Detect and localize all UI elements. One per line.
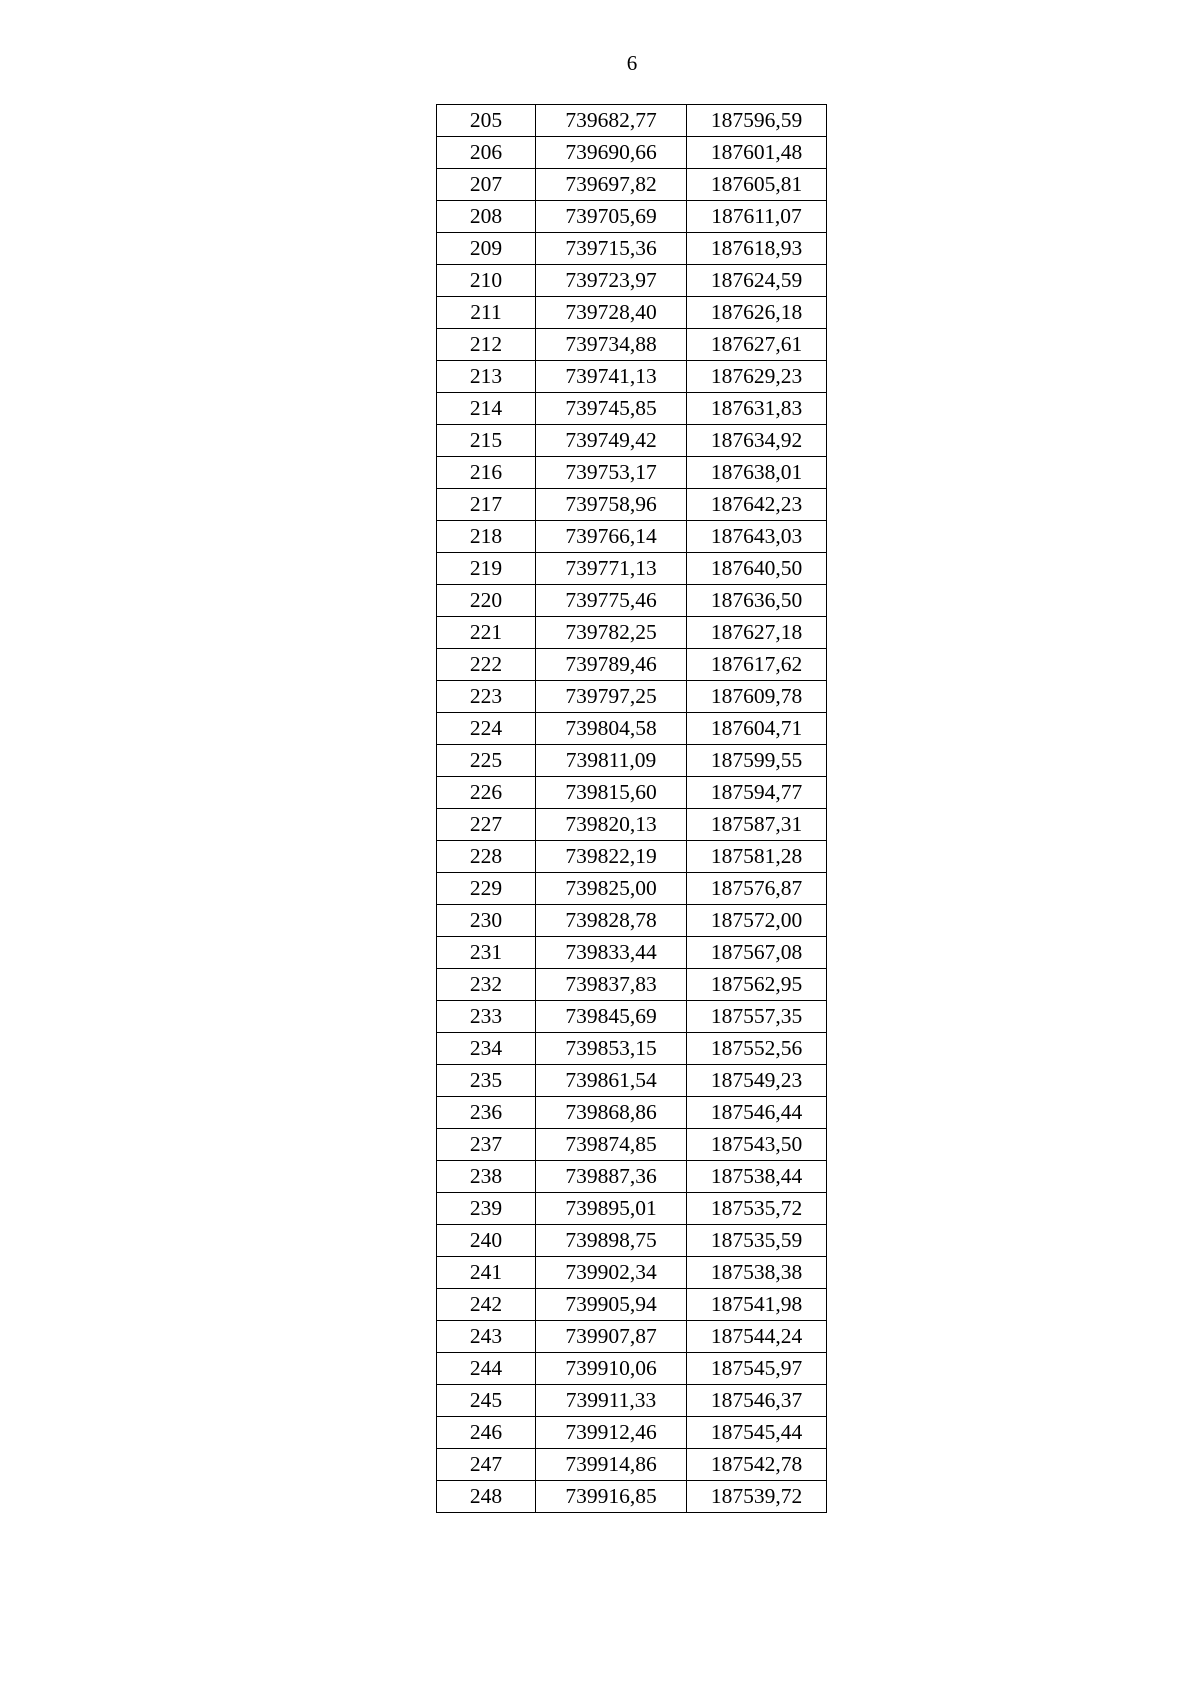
y-coordinate-cell: 187544,24 — [687, 1321, 827, 1353]
point-number-cell: 248 — [437, 1481, 536, 1513]
table-row — [437, 713, 827, 745]
table-row — [437, 1129, 827, 1161]
y-coordinate-cell: 187567,08 — [687, 937, 827, 969]
point-number-cell: 220 — [437, 585, 536, 617]
point-number-cell: 242 — [437, 1289, 536, 1321]
point-number-cell: 226 — [437, 777, 536, 809]
x-coordinate-cell: 739916,85 — [536, 1481, 687, 1513]
x-coordinate-cell: 739907,87 — [536, 1321, 687, 1353]
y-coordinate-cell: 187539,72 — [687, 1481, 827, 1513]
table-row — [437, 329, 827, 361]
x-coordinate-cell: 739911,33 — [536, 1385, 687, 1417]
table-row — [437, 969, 827, 1001]
point-number-cell: 244 — [437, 1353, 536, 1385]
table-row — [437, 105, 827, 137]
x-coordinate-cell: 739874,85 — [536, 1129, 687, 1161]
table-row — [437, 905, 827, 937]
point-number-cell: 215 — [437, 425, 536, 457]
x-coordinate-cell: 739895,01 — [536, 1193, 687, 1225]
point-number-cell: 216 — [437, 457, 536, 489]
y-coordinate-cell: 187642,23 — [687, 489, 827, 521]
table-row — [437, 777, 827, 809]
point-number-cell: 224 — [437, 713, 536, 745]
point-number-cell: 229 — [437, 873, 536, 905]
y-coordinate-cell: 187618,93 — [687, 233, 827, 265]
y-coordinate-cell: 187626,18 — [687, 297, 827, 329]
table-row — [437, 1033, 827, 1065]
point-number-cell: 210 — [437, 265, 536, 297]
y-coordinate-cell: 187604,71 — [687, 713, 827, 745]
point-number-cell: 233 — [437, 1001, 536, 1033]
y-coordinate-cell: 187636,50 — [687, 585, 827, 617]
point-number-cell: 209 — [437, 233, 536, 265]
y-coordinate-cell: 187627,18 — [687, 617, 827, 649]
table-row — [437, 841, 827, 873]
table-row — [437, 1481, 827, 1513]
x-coordinate-cell: 739833,44 — [536, 937, 687, 969]
y-coordinate-cell: 187627,61 — [687, 329, 827, 361]
coordinates-table-body — [437, 105, 827, 1513]
y-coordinate-cell: 187634,92 — [687, 425, 827, 457]
table-row — [437, 1097, 827, 1129]
y-coordinate-cell: 187549,23 — [687, 1065, 827, 1097]
y-coordinate-cell: 187617,62 — [687, 649, 827, 681]
x-coordinate-cell: 739723,97 — [536, 265, 687, 297]
point-number-cell: 243 — [437, 1321, 536, 1353]
x-coordinate-cell: 739828,78 — [536, 905, 687, 937]
table-row — [437, 489, 827, 521]
x-coordinate-cell: 739837,83 — [536, 969, 687, 1001]
point-number-cell: 238 — [437, 1161, 536, 1193]
point-number-cell: 241 — [437, 1257, 536, 1289]
table-row — [437, 233, 827, 265]
y-coordinate-cell: 187638,01 — [687, 457, 827, 489]
table-row — [437, 1289, 827, 1321]
y-coordinate-cell: 187545,44 — [687, 1417, 827, 1449]
y-coordinate-cell: 187535,72 — [687, 1193, 827, 1225]
table-row — [437, 585, 827, 617]
point-number-cell: 236 — [437, 1097, 536, 1129]
point-number-cell: 225 — [437, 745, 536, 777]
x-coordinate-cell: 739811,09 — [536, 745, 687, 777]
y-coordinate-cell: 187629,23 — [687, 361, 827, 393]
point-number-cell: 231 — [437, 937, 536, 969]
point-number-cell: 218 — [437, 521, 536, 553]
table-row — [437, 649, 827, 681]
y-coordinate-cell: 187542,78 — [687, 1449, 827, 1481]
x-coordinate-cell: 739749,42 — [536, 425, 687, 457]
point-number-cell: 206 — [437, 137, 536, 169]
x-coordinate-cell: 739861,54 — [536, 1065, 687, 1097]
point-number-cell: 246 — [437, 1417, 536, 1449]
x-coordinate-cell: 739905,94 — [536, 1289, 687, 1321]
x-coordinate-cell: 739771,13 — [536, 553, 687, 585]
y-coordinate-cell: 187599,55 — [687, 745, 827, 777]
table-row — [437, 873, 827, 905]
y-coordinate-cell: 187581,28 — [687, 841, 827, 873]
point-number-cell: 211 — [437, 297, 536, 329]
page-number: 6 — [626, 51, 638, 75]
x-coordinate-cell: 739682,77 — [536, 105, 687, 137]
point-number-cell: 235 — [437, 1065, 536, 1097]
y-coordinate-cell: 187643,03 — [687, 521, 827, 553]
point-number-cell: 227 — [437, 809, 536, 841]
point-number-cell: 230 — [437, 905, 536, 937]
table-row — [437, 1065, 827, 1097]
x-coordinate-cell: 739734,88 — [536, 329, 687, 361]
x-coordinate-cell: 739705,69 — [536, 201, 687, 233]
table-row — [437, 1385, 827, 1417]
x-coordinate-cell: 739914,86 — [536, 1449, 687, 1481]
y-coordinate-cell: 187624,59 — [687, 265, 827, 297]
table-row — [437, 201, 827, 233]
x-coordinate-cell: 739728,40 — [536, 297, 687, 329]
x-coordinate-cell: 739797,25 — [536, 681, 687, 713]
y-coordinate-cell: 187557,35 — [687, 1001, 827, 1033]
x-coordinate-cell: 739822,19 — [536, 841, 687, 873]
x-coordinate-cell: 739775,46 — [536, 585, 687, 617]
y-coordinate-cell: 187587,31 — [687, 809, 827, 841]
x-coordinate-cell: 739715,36 — [536, 233, 687, 265]
x-coordinate-cell: 739912,46 — [536, 1417, 687, 1449]
x-coordinate-cell: 739741,13 — [536, 361, 687, 393]
table-row — [437, 457, 827, 489]
point-number-cell: 232 — [437, 969, 536, 1001]
table-row — [437, 361, 827, 393]
x-coordinate-cell: 739697,82 — [536, 169, 687, 201]
x-coordinate-cell: 739902,34 — [536, 1257, 687, 1289]
y-coordinate-cell: 187596,59 — [687, 105, 827, 137]
y-coordinate-cell: 187543,50 — [687, 1129, 827, 1161]
y-coordinate-cell: 187535,59 — [687, 1225, 827, 1257]
x-coordinate-cell: 739782,25 — [536, 617, 687, 649]
table-row — [437, 1353, 827, 1385]
y-coordinate-cell: 187538,44 — [687, 1161, 827, 1193]
x-coordinate-cell: 739887,36 — [536, 1161, 687, 1193]
point-number-cell: 240 — [437, 1225, 536, 1257]
x-coordinate-cell: 739898,75 — [536, 1225, 687, 1257]
point-number-cell: 217 — [437, 489, 536, 521]
table-row — [437, 169, 827, 201]
point-number-cell: 228 — [437, 841, 536, 873]
table-row — [437, 393, 827, 425]
table-row — [437, 1161, 827, 1193]
x-coordinate-cell: 739853,15 — [536, 1033, 687, 1065]
table-row — [437, 1417, 827, 1449]
table-row — [437, 425, 827, 457]
x-coordinate-cell: 739868,86 — [536, 1097, 687, 1129]
table-row — [437, 1193, 827, 1225]
y-coordinate-cell: 187576,87 — [687, 873, 827, 905]
table-row — [437, 553, 827, 585]
table-row — [437, 265, 827, 297]
table-row — [437, 937, 827, 969]
x-coordinate-cell: 739825,00 — [536, 873, 687, 905]
point-number-cell: 247 — [437, 1449, 536, 1481]
point-number-cell: 234 — [437, 1033, 536, 1065]
point-number-cell: 212 — [437, 329, 536, 361]
y-coordinate-cell: 187546,37 — [687, 1385, 827, 1417]
point-number-cell: 214 — [437, 393, 536, 425]
y-coordinate-cell: 187605,81 — [687, 169, 827, 201]
y-coordinate-cell: 187541,98 — [687, 1289, 827, 1321]
x-coordinate-cell: 739815,60 — [536, 777, 687, 809]
y-coordinate-cell: 187572,00 — [687, 905, 827, 937]
point-number-cell: 219 — [437, 553, 536, 585]
table-row — [437, 617, 827, 649]
point-number-cell: 205 — [437, 105, 536, 137]
table-row — [437, 745, 827, 777]
y-coordinate-cell: 187611,07 — [687, 201, 827, 233]
y-coordinate-cell: 187640,50 — [687, 553, 827, 585]
point-number-cell: 222 — [437, 649, 536, 681]
table-row — [437, 1225, 827, 1257]
y-coordinate-cell: 187546,44 — [687, 1097, 827, 1129]
table-row — [437, 681, 827, 713]
point-number-cell: 221 — [437, 617, 536, 649]
point-number-cell: 213 — [437, 361, 536, 393]
x-coordinate-cell: 739820,13 — [536, 809, 687, 841]
table-row — [437, 297, 827, 329]
point-number-cell: 207 — [437, 169, 536, 201]
point-number-cell: 237 — [437, 1129, 536, 1161]
point-number-cell: 223 — [437, 681, 536, 713]
x-coordinate-cell: 739845,69 — [536, 1001, 687, 1033]
table-row — [437, 1001, 827, 1033]
y-coordinate-cell: 187552,56 — [687, 1033, 827, 1065]
table-row — [437, 1449, 827, 1481]
y-coordinate-cell: 187594,77 — [687, 777, 827, 809]
table-row — [437, 1257, 827, 1289]
table-row — [437, 521, 827, 553]
table-row — [437, 809, 827, 841]
y-coordinate-cell: 187609,78 — [687, 681, 827, 713]
y-coordinate-cell: 187538,38 — [687, 1257, 827, 1289]
y-coordinate-cell: 187631,83 — [687, 393, 827, 425]
x-coordinate-cell: 739745,85 — [536, 393, 687, 425]
table-row — [437, 137, 827, 169]
x-coordinate-cell: 739766,14 — [536, 521, 687, 553]
x-coordinate-cell: 739690,66 — [536, 137, 687, 169]
y-coordinate-cell: 187601,48 — [687, 137, 827, 169]
x-coordinate-cell: 739789,46 — [536, 649, 687, 681]
x-coordinate-cell: 739910,06 — [536, 1353, 687, 1385]
point-number-cell: 239 — [437, 1193, 536, 1225]
point-number-cell: 245 — [437, 1385, 536, 1417]
x-coordinate-cell: 739758,96 — [536, 489, 687, 521]
y-coordinate-cell: 187562,95 — [687, 969, 827, 1001]
point-number-cell: 208 — [437, 201, 536, 233]
x-coordinate-cell: 739804,58 — [536, 713, 687, 745]
x-coordinate-cell: 739753,17 — [536, 457, 687, 489]
coordinates-table — [436, 104, 827, 1513]
table-row — [437, 1321, 827, 1353]
y-coordinate-cell: 187545,97 — [687, 1353, 827, 1385]
